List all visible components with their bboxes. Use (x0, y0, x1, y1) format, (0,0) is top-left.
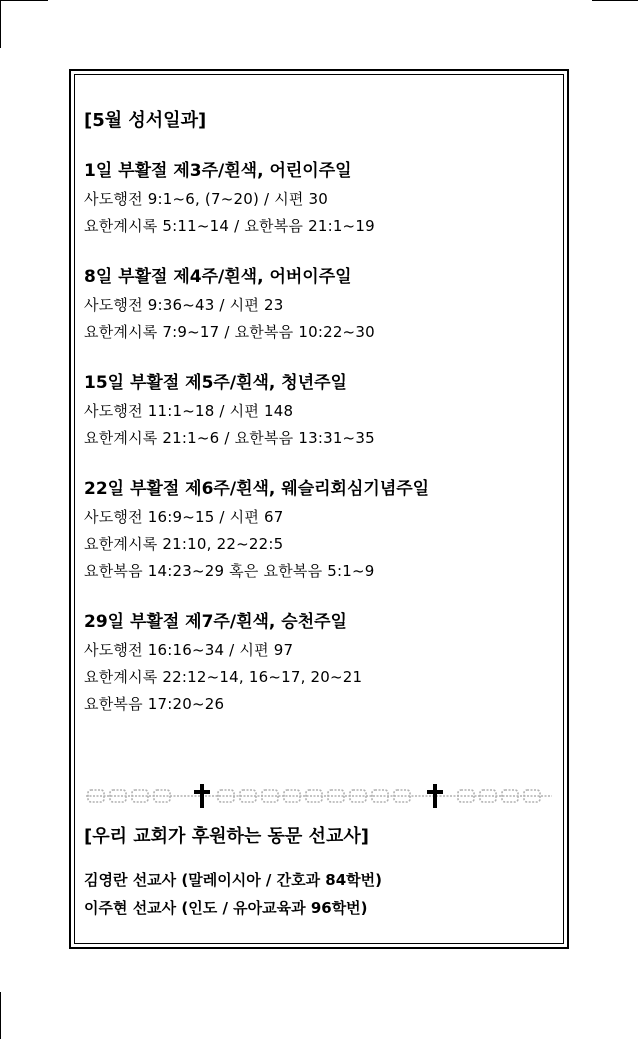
reading-line: 요한계시록 21:10, 22~22:5 (84, 535, 284, 553)
reading-line: 사도행전 16:9~15 / 시편 67 (84, 508, 284, 526)
entry-heading: 1일 부활절 제3주/흰색, 어린이주일 (84, 161, 352, 181)
lectionary-section (84, 108, 554, 740)
cross-chain-divider (86, 783, 552, 809)
chain-links (86, 790, 552, 802)
missionary-heading: [우리 교회가 후원하는 동문 선교사] (84, 826, 369, 847)
reading-line: 요한복음 17:20~26 (84, 695, 225, 713)
crop-mark-bottom-left (0, 992, 1, 1039)
lectionary-entry (84, 368, 554, 452)
lectionary-entry (84, 156, 554, 240)
crop-mark-top-right (592, 0, 638, 1)
reading-line: 요한계시록 22:12~14, 16~17, 20~21 (84, 668, 363, 686)
entry-heading: 15일 부활절 제5주/흰색, 청년주일 (84, 373, 347, 393)
reading-line: 요한복음 14:23~29 혹은 요한복음 5:1~9 (84, 562, 375, 580)
lectionary-entry (84, 262, 554, 346)
lectionary-entry (84, 474, 554, 585)
entry-heading: 29일 부활절 제7주/흰색, 승천주일 (84, 612, 347, 632)
reading-line: 사도행전 11:1~18 / 시편 148 (84, 402, 294, 420)
crop-mark-top-left (0, 0, 48, 1)
reading-line: 요한계시록 7:9~17 / 요한복음 10:22~30 (84, 323, 375, 341)
reading-line: 사도행전 16:16~34 / 시편 97 (84, 641, 294, 659)
reading-line: 사도행전 9:36~43 / 시편 23 (84, 296, 284, 314)
entry-heading: 8일 부활절 제4주/흰색, 어버이주일 (84, 267, 352, 287)
missionary-item: 김영란 선교사 (말레이시아 / 간호과 84학번) (84, 871, 383, 889)
lectionary-entry (84, 607, 554, 718)
reading-line: 요한계시록 5:11~14 / 요한복음 21:1~19 (84, 217, 375, 235)
crop-mark-top-left-vertical (0, 0, 1, 48)
missionary-section (84, 824, 554, 922)
missionary-item: 이주현 선교사 (인도 / 유아교육과 96학번) (84, 899, 368, 917)
entry-heading: 22일 부활절 제6주/흰색, 웨슬리회심기념주일 (84, 479, 430, 499)
lectionary-heading: [5월 성서일과] (84, 110, 207, 131)
reading-line: 요한계시록 21:1~6 / 요한복음 13:31~35 (84, 429, 375, 447)
reading-line: 사도행전 9:1~6, (7~20) / 시편 30 (84, 190, 329, 208)
